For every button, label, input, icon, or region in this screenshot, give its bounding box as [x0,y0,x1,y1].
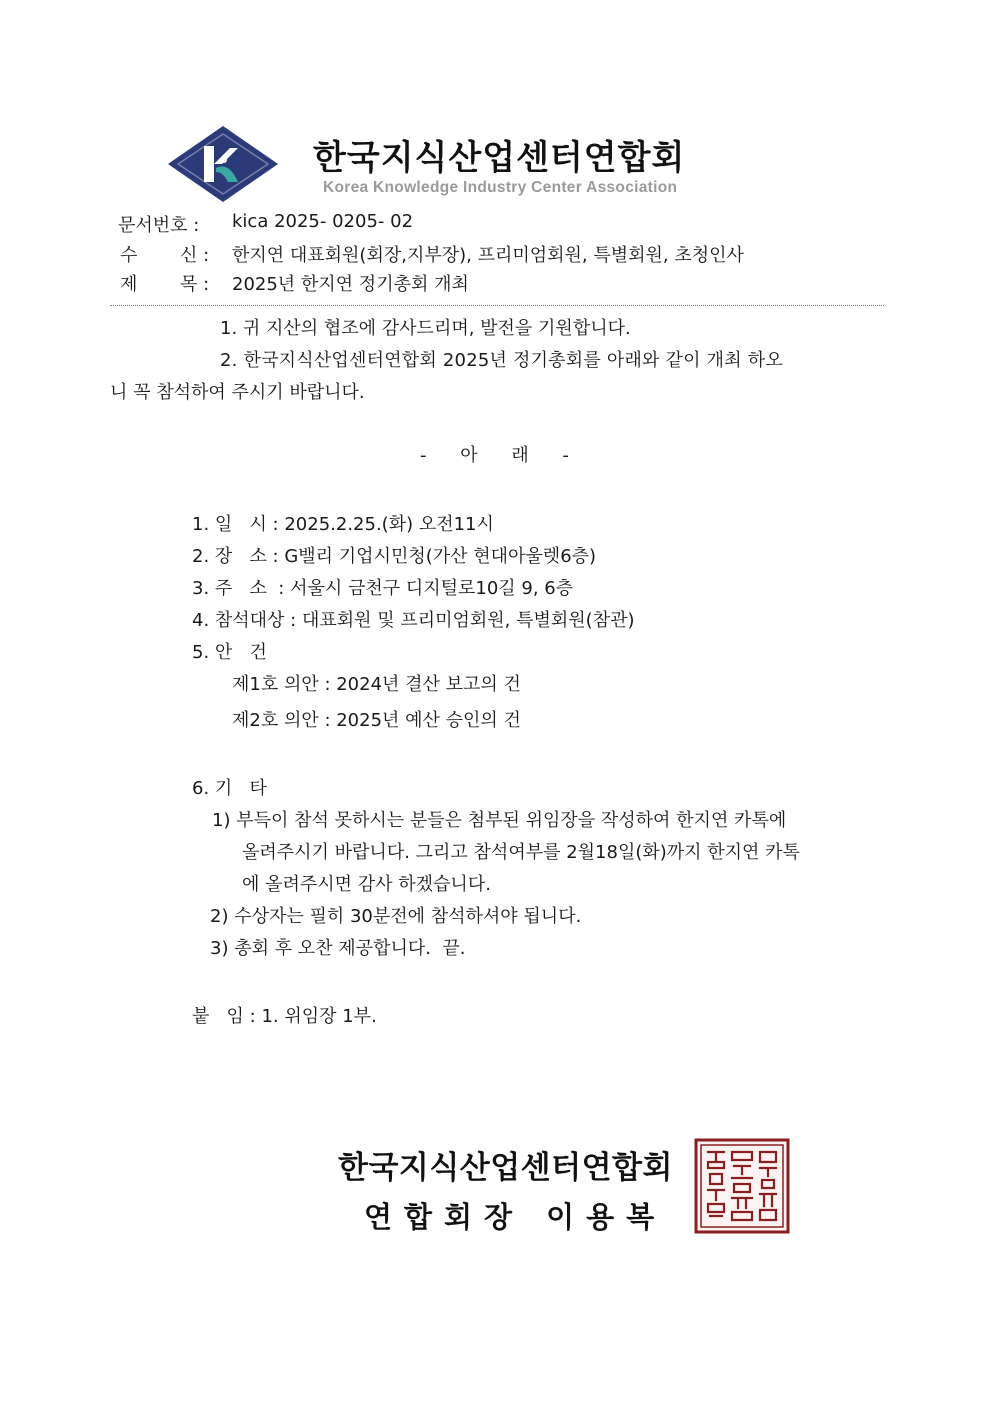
note-3: 3) 총회 후 오찬 제공합니다. 끝. [210,938,466,959]
doc-number-value: kica 2025- 0205- 02 [232,211,414,232]
note-2: 2) 수상자는 필히 30분전에 참석하셔야 됩니다. [210,906,582,927]
org-logo [166,124,280,204]
detail-datetime: 1. 일 시 : 2025.2.25.(화) 오전11시 [192,514,494,535]
diamond-logo-icon [166,124,280,204]
doc-number-label: 문서번호 : [118,215,200,236]
subject-label-a: 제 [120,274,138,295]
header-divider [110,305,884,306]
note-1-line-1: 1) 부득이 참석 못하시는 분들은 첨부된 위임장을 작성하여 한지연 카톡에 [212,810,787,831]
subject-value: 2025년 한지연 정기총회 개최 [232,274,469,295]
org-subtitle-en: Korea Knowledge Industry Center Association [323,179,678,196]
recipient-label-a: 수 [120,245,138,266]
detail-other-heading: 6. 기 타 [192,778,267,799]
agenda-item-2: 제2호 의안 : 2025년 예산 승인의 건 [232,710,521,731]
recipient-value: 한지연 대표회원(회장,지부장), 프리미엄회원, 특별회원, 초청인사 [232,245,744,266]
paragraph-2-line-2: 니 꼭 참석하여 주시기 바랍니다. [110,382,365,403]
attachment-line: 붙 임 : 1. 위임장 1부. [192,1006,377,1027]
paragraph-1: 1. 귀 지산의 협조에 감사드리며, 발전을 기원합니다. [220,318,631,339]
detail-attendees: 4. 참석대상 : 대표회원 및 프리미엄회원, 특별회원(참관) [192,610,635,631]
org-title: 한국지식산업센터연합회 [313,138,686,178]
recipient-label-b: 신 : [180,245,210,266]
note-1-line-3: 에 올려주시면 감사 하겠습니다. [242,874,491,895]
detail-address: 3. 주 소 : 서울시 금천구 디지털로10길 9, 6층 [192,578,574,599]
detail-agenda-heading: 5. 안 건 [192,642,267,663]
official-seal [694,1138,790,1234]
detail-venue: 2. 장 소 : G밸리 기업시민청(가산 현대아울렛6층) [192,546,597,567]
footer-president: 연합회장 이용복 [364,1200,667,1234]
agenda-item-1: 제1호 의안 : 2024년 결산 보고의 건 [232,674,521,695]
subject-label-b: 목 : [180,274,210,295]
paragraph-2-line-1: 2. 한국지식산업센터연합회 2025년 정기총회를 아래와 같이 개최 하오 [220,350,783,371]
footer-org-name: 한국지식산업센터연합회 [338,1150,673,1186]
note-1-line-2: 올려주시기 바랍니다. 그리고 참석여부를 2월18일(화)까지 한지연 카톡 [242,842,800,863]
seal-stamp-icon [694,1138,790,1234]
below-heading: - 아 래 - [420,445,583,466]
